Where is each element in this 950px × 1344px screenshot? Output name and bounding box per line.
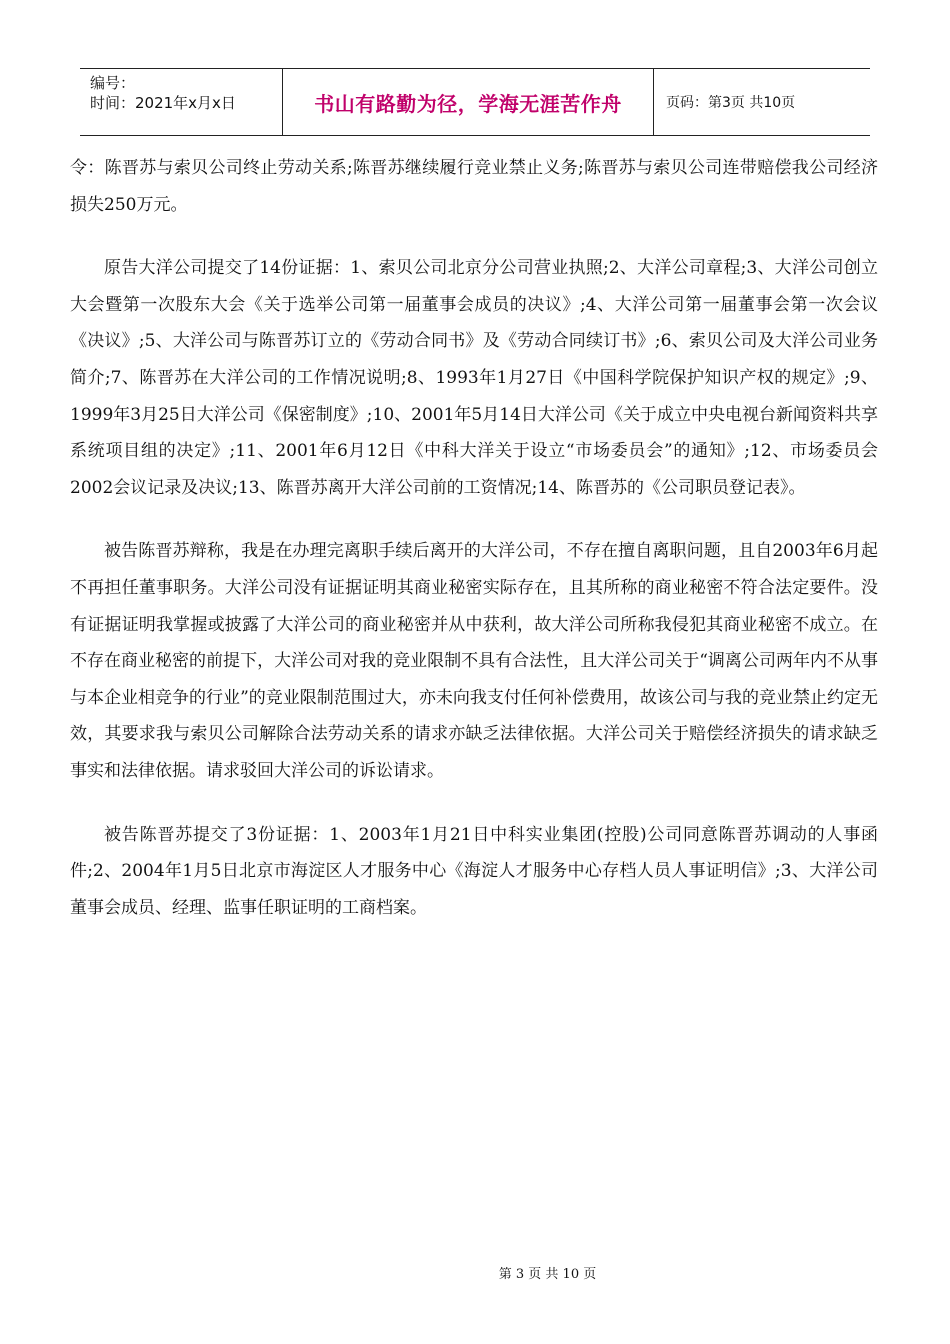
document-body	[70, 150, 878, 953]
page-footer	[0, 1263, 950, 1282]
paragraph-continuation: 令：陈晋苏与索贝公司终止劳动关系;陈晋苏继续履行竞业禁止义务;陈晋苏与索贝公司连带赔偿我公司经济损失250万元。	[70, 158, 878, 215]
paragraph-defendant-defense: 被告陈晋苏辩称，我是在办理完离职手续后离开的大洋公司，不存在擅自离职问题，且自2003年6月起不再担任董事职务。大洋公司没有证据证明其商业秘密实际存在，且其所称的商业秘密不符合法定要件。没有证据证明我掌握或披露了大洋公司的商业秘密并从中获利，故大洋公司所称我侵犯其商业秘密不成立。在不存在商业秘密的前提下，大洋公司对我的竞业限制不具有合法性，且大洋公司关于“调离公司两年内不从事与本企业相竞争的行业”的竞业限制范围过大，亦未向我支付任何补偿费用，故该公司与我的竞业禁止约定无效，其要求我与索贝公司解除合法劳动关系的请求亦缺乏法律依据。大洋公司关于赔偿经济损失的请求缺乏事实和法律依据。请求驳回大洋公司的诉讼请求。	[70, 541, 878, 781]
header-page-info-cell	[654, 69, 870, 135]
document-number-label: 编号：	[90, 74, 136, 92]
header-page-info: 页码：第3页 共10页	[666, 95, 796, 111]
document-date-label: 时间：2021年x月x日	[90, 94, 236, 112]
header-motto-cell	[283, 69, 654, 135]
header-meta	[80, 69, 283, 135]
page-header	[80, 68, 870, 136]
footer-page-number: 第 3 页 共 10 页	[498, 1267, 597, 1282]
paragraph-plaintiff-evidence: 原告大洋公司提交了14份证据：1、索贝公司北京分公司营业执照;2、大洋公司章程;3、大洋公司创立大会暨第一次股东大会《关于选举公司第一届董事会成员的决议》;4、大洋公司第一届董事会第一次会议《决议》;5、大洋公司与陈晋苏订立的《劳动合同书》及《劳动合同续订书》;6、索贝公司及大洋公司业务简介;7、陈晋苏在大洋公司的工作情况说明;8、1993年1月27日《中国科学院保护知识产权的规定》;9、1999年3月25日大洋公司《保密制度》;10、2001年5月14日大洋公司《关于成立中央电视台新闻资料共享系统项目组的决定》;11、2001年6月12日《中科大洋关于设立“市场委员会”的通知》;12、市场委员会2002会议记录及决议;13、陈晋苏离开大洋公司前的工资情况;14、陈晋苏的《公司职员登记表》。	[70, 258, 878, 498]
paragraph-defendant-evidence: 被告陈晋苏提交了3份证据：1、2003年1月21日中科实业集团(控股)公司同意陈晋苏调动的人事函件;2、2004年1月5日北京市海淀区人才服务中心《海淀人才服务中心存档人员人事证明信》;3、大洋公司董事会成员、经理、监事任职证明的工商档案。	[70, 824, 878, 918]
header-motto: 书山有路勤为径，学海无涯苦作舟	[314, 91, 622, 116]
